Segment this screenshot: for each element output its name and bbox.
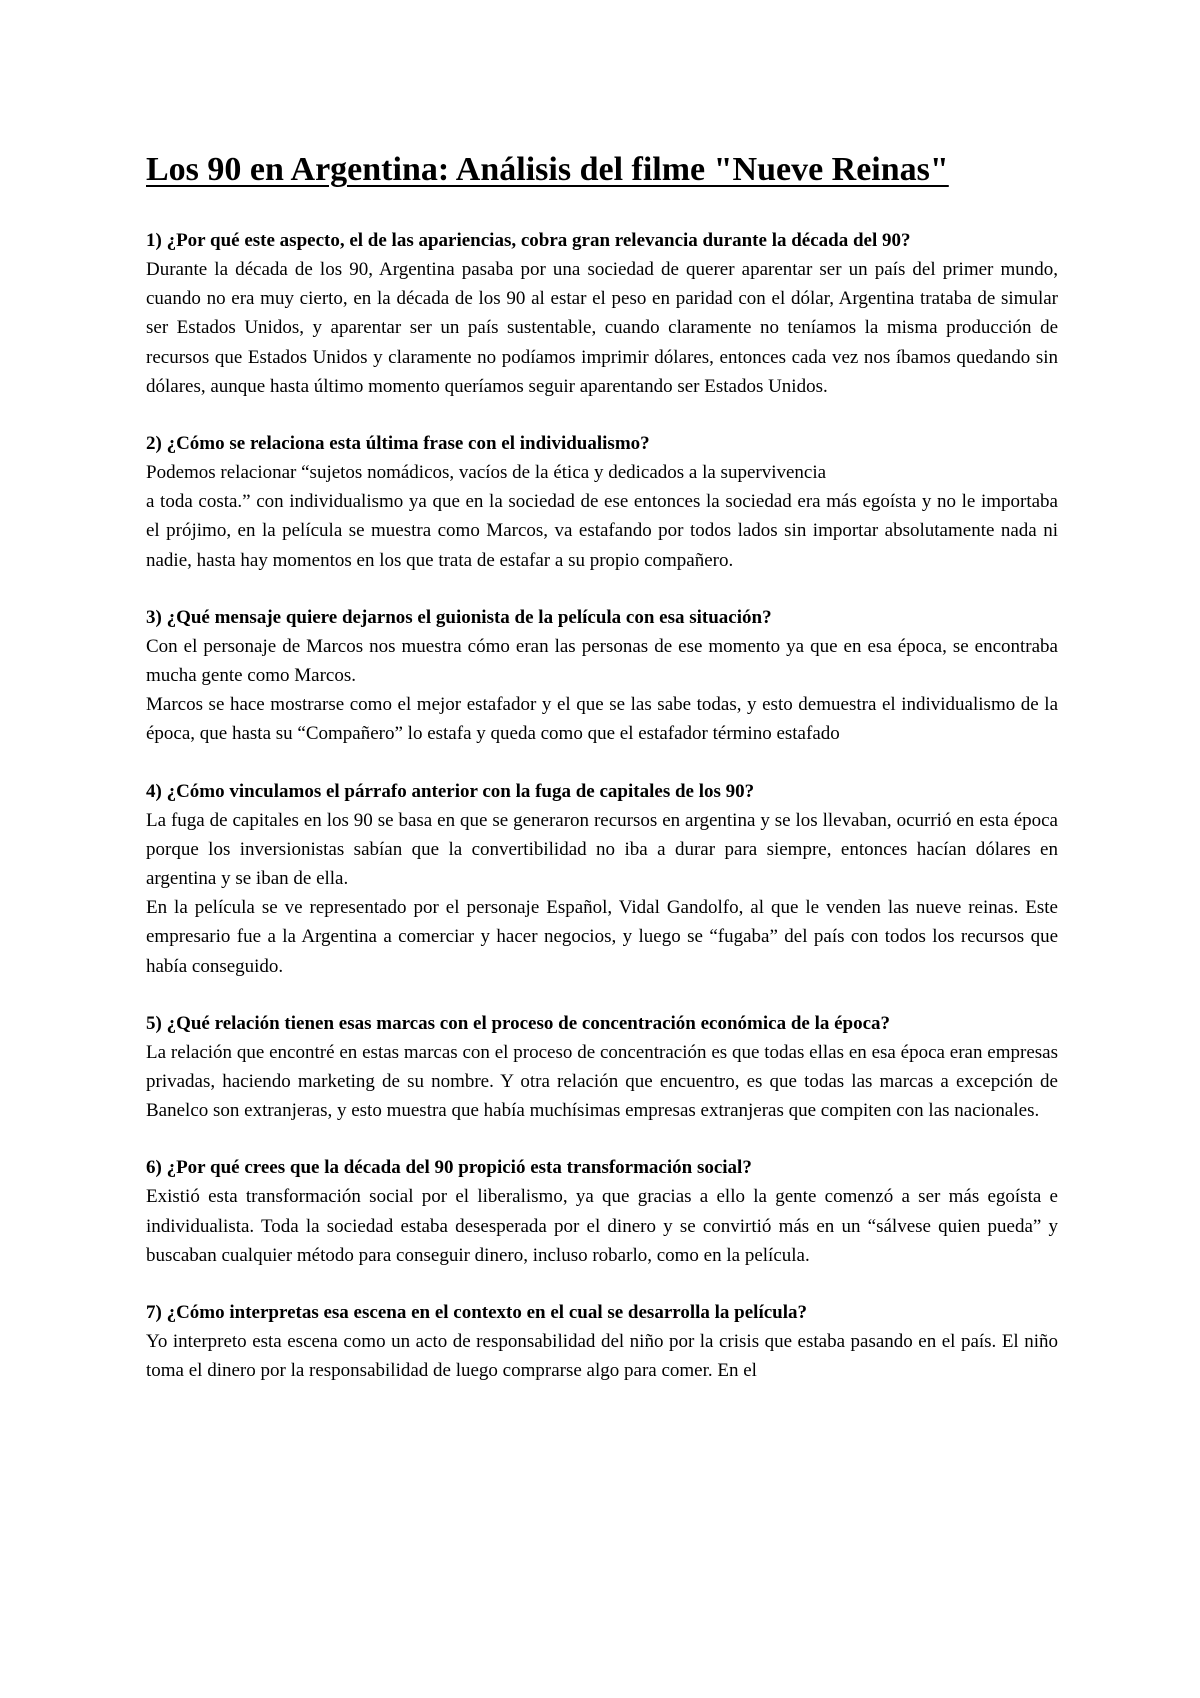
answer-paragraph: a toda costa.” con individualismo ya que en la sociedad de ese entonces la sociedad era más egoísta y no le importaba el prójimo, en la película se muestra como Marcos, va estafando por todos lados sin importar absolutamente nada ni nadie, hasta hay momentos en los que trata de estafar a su propio compañero. xyxy=(146,491,1058,571)
section-1 xyxy=(146,226,1058,401)
question-heading: 7) ¿Cómo interpretas esa escena en el contexto en el cual se desarrolla la película? xyxy=(146,1302,808,1324)
question-heading: 1) ¿Por qué este aspecto, el de las apariencias, cobra gran relevancia durante la década del 90? xyxy=(146,230,911,251)
section-5 xyxy=(146,1009,1058,1126)
section-7 xyxy=(146,1298,1058,1385)
document-body xyxy=(146,150,1058,1413)
question-heading: 4) ¿Cómo vinculamos el párrafo anterior con la fuga de capitales de los 90? xyxy=(146,780,755,802)
question-heading: 2) ¿Cómo se relaciona esta última frase con el individualismo? xyxy=(146,433,650,455)
section-3 xyxy=(146,603,1058,749)
answer-paragraph: La fuga de capitales en los 90 se basa en que se generaron recursos en argentina y se los llevaban, ocurrió en esta época porque los inversionistas sabían que la convertibilidad no iba a durar para siempre, entonces hacían dólares en argentina y se iban de ella. xyxy=(146,809,1058,890)
document-title: Los 90 en Argentina: Análisis del filme "Nueve Reinas" xyxy=(146,151,949,188)
answer-paragraph: Existió esta transformación social por el liberalismo, ya que gracias a ello la gente comenzó a ser más egoísta e individualista. Toda la sociedad estaba desesperada por el dinero y se convirtió más en un “sálvese quien pueda” y buscaban cualquier método para conseguir dinero, incluso robarlo, como en la película. xyxy=(146,1186,1058,1266)
question-heading: 5) ¿Qué relación tienen esas marcas con el proceso de concentración económica de la época? xyxy=(146,1012,891,1034)
answer-paragraph: La relación que encontré en estas marcas con el proceso de concentración es que todas ellas en esa época eran empresas privadas, haciendo marketing de su nombre. Y otra relación que encuentro, es que todas las marcas a excepción de Banelco son extranjeras, y esto muestra que había muchísimas empresas extranjeras que compiten con las nacionales. xyxy=(146,1041,1058,1122)
answer-paragraph: Yo interpreto esta escena como un acto de responsabilidad del niño por la crisis que estaba pasando en el país. El niño toma el dinero por la responsabilidad de luego comprarse algo para comer. En el xyxy=(146,1331,1058,1382)
answer-paragraph: Durante la década de los 90, Argentina pasaba por una sociedad de querer aparentar ser un país del primer mundo, cuando no era muy cierto, en la década de los 90 al estar el peso en paridad con el dólar, Argentina trataba de simular ser Estados Unidos, y aparentar ser un país sustentable, cuando claramente no teníamos la misma producción de recursos que Estados Unidos y claramente no podíamos imprimir dólares, entonces cada vez nos íbamos quedando sin dólares, aunque hasta último momento queríamos seguir aparentando ser Estados Unidos. xyxy=(146,259,1058,397)
question-heading: 3) ¿Qué mensaje quiere dejarnos el guionista de la película con esa situación? xyxy=(146,606,772,628)
section-4 xyxy=(146,777,1058,981)
section-6 xyxy=(146,1153,1058,1270)
answer-paragraph: En la película se ve representado por el personaje Español, Vidal Gandolfo, al que le venden las nueve reinas. Este empresario fue a la Argentina a comerciar y hacer negocios, y luego se “fugaba” del país con todos los recursos que había conseguido. xyxy=(146,897,1058,977)
section-2 xyxy=(146,429,1058,575)
answer-paragraph: Marcos se hace mostrarse como el mejor estafador y el que se las sabe todas, y esto demuestra el individualismo de la época, que hasta su “Compañero” lo estafa y queda como que el estafador término estafado xyxy=(146,694,1058,745)
answer-paragraph: Podemos relacionar “sujetos nomádicos, vacíos de la ética y dedicados a la supervivencia xyxy=(146,462,827,484)
answer-paragraph: Con el personaje de Marcos nos muestra cómo eran las personas de ese momento ya que en esa época, se encontraba mucha gente como Marcos. xyxy=(146,635,1058,687)
question-heading: 6) ¿Por qué crees que la década del 90 propició esta transformación social? xyxy=(146,1157,752,1179)
